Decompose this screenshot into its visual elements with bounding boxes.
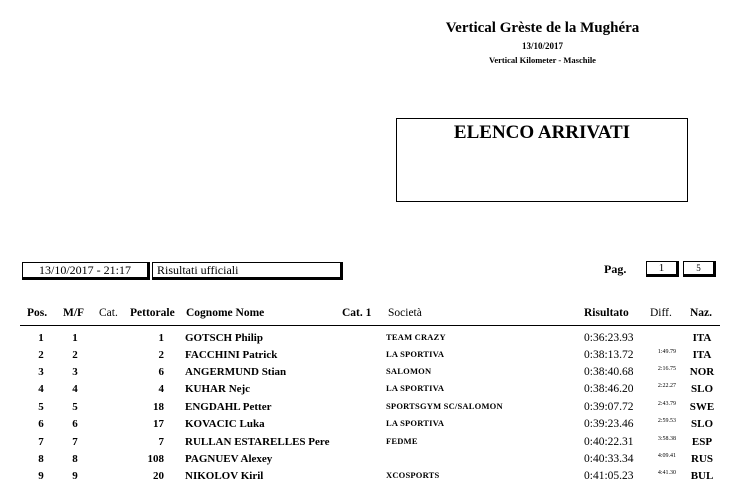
cell-result: 0:38:46.20 xyxy=(584,383,634,395)
cell-nation: NOR xyxy=(689,366,715,378)
col-header-cat: Cat. xyxy=(99,307,118,319)
cell-nation: ITA xyxy=(692,332,712,344)
col-header-mf: M/F xyxy=(63,307,85,319)
table-row xyxy=(0,383,741,400)
table-row xyxy=(0,418,741,435)
cell-result: 0:41:05.23 xyxy=(584,470,634,482)
cell-mf: 2 xyxy=(72,349,78,361)
cell-pos: 1 xyxy=(38,332,44,344)
table-row xyxy=(0,436,741,453)
event-date: 13/10/2017 xyxy=(521,41,563,51)
cell-mf: 8 xyxy=(72,453,78,465)
col-header-cat1: Cat. 1 xyxy=(342,307,372,319)
cell-pos: 6 xyxy=(38,418,44,430)
cell-bib: 1 xyxy=(158,332,164,344)
table-row xyxy=(0,470,741,487)
cell-result: 0:40:33.34 xyxy=(584,453,634,465)
cell-result: 0:36:23.93 xyxy=(584,332,634,344)
cell-mf: 4 xyxy=(72,383,78,395)
cell-club: TEAM CRAZY xyxy=(386,332,446,342)
cell-name: NIKOLOV Kiril xyxy=(185,470,264,482)
cell-diff: 4:41.30 xyxy=(657,470,676,476)
col-header-bib: Pettorale xyxy=(130,307,175,319)
cell-nation: RUS xyxy=(690,453,713,465)
cell-bib: 18 xyxy=(153,401,164,413)
cell-mf: 9 xyxy=(72,470,78,482)
cell-nation: ITA xyxy=(692,349,712,361)
cell-diff: 1:49.79 xyxy=(657,349,676,355)
cell-bib: 4 xyxy=(158,383,164,395)
cell-result: 0:38:40.68 xyxy=(584,366,634,378)
table-row xyxy=(0,401,741,418)
cell-mf: 7 xyxy=(72,436,78,448)
report-title: ELENCO ARRIVATI xyxy=(453,122,631,143)
page-label: Pag. xyxy=(604,262,627,276)
cell-bib: 6 xyxy=(158,366,164,378)
cell-club: SPORTSGYM SC/SALOMON xyxy=(386,401,503,411)
cell-diff: 2:59.53 xyxy=(657,418,676,424)
cell-pos: 7 xyxy=(38,436,44,448)
cell-name: ANGERMUND Stian xyxy=(185,366,287,378)
cell-mf: 1 xyxy=(72,332,78,344)
table-row xyxy=(0,349,741,366)
cell-club: FEDME xyxy=(386,436,418,446)
cell-mf: 6 xyxy=(72,418,78,430)
event-title: Vertical Grèste de la Mughéra xyxy=(445,20,640,36)
cell-result: 0:40:22.31 xyxy=(584,436,634,448)
cell-bib: 17 xyxy=(153,418,164,430)
col-header-result: Risultato xyxy=(584,307,629,319)
cell-result: 0:38:13.72 xyxy=(584,349,634,361)
cell-name: ENGDAHL Petter xyxy=(185,401,272,413)
cell-nation: SWE xyxy=(689,401,715,413)
cell-pos: 3 xyxy=(38,366,44,378)
col-header-diff: Diff. xyxy=(650,307,672,319)
cell-name: GOTSCH Philip xyxy=(185,332,263,344)
cell-club: LA SPORTIVA xyxy=(386,383,445,393)
cell-mf: 5 xyxy=(72,401,78,413)
cell-bib: 20 xyxy=(153,470,164,482)
race-category: Vertical Kilometer - Maschile xyxy=(489,55,596,65)
col-header-name: Cognome Nome xyxy=(186,307,265,319)
cell-diff: 2:22.27 xyxy=(657,383,676,389)
cell-pos: 5 xyxy=(38,401,44,413)
cell-pos: 2 xyxy=(38,349,44,361)
timestamp-box: 13/10/2017 - 21:17 xyxy=(22,262,150,280)
cell-nation: SLO xyxy=(690,418,713,430)
cell-nation: BUL xyxy=(690,470,714,482)
cell-name: KOVACIC Luka xyxy=(185,418,265,430)
cell-mf: 3 xyxy=(72,366,78,378)
col-header-club: Società xyxy=(388,307,422,319)
cell-club: SALOMON xyxy=(386,366,432,376)
total-pages-box: 5 xyxy=(683,261,716,277)
cell-diff: 4:09.41 xyxy=(657,453,676,459)
cell-diff: 2:16.75 xyxy=(657,366,676,372)
cell-bib: 108 xyxy=(147,453,164,465)
cell-pos: 4 xyxy=(38,383,44,395)
table-row xyxy=(0,332,741,349)
cell-club: XCOSPORTS xyxy=(386,470,440,480)
cell-nation: SLO xyxy=(690,383,713,395)
cell-bib: 2 xyxy=(158,349,164,361)
status-box: Risultati ufficiali xyxy=(152,262,343,280)
table-row xyxy=(0,366,741,383)
col-header-nation: Naz. xyxy=(690,307,713,319)
cell-club: LA SPORTIVA xyxy=(386,349,445,359)
cell-pos: 9 xyxy=(38,470,44,482)
header-divider xyxy=(20,325,720,326)
report-title-box xyxy=(396,118,688,202)
cell-diff: 2:43.79 xyxy=(657,401,676,407)
cell-name: PAGNUEV Alexey xyxy=(185,453,273,465)
cell-result: 0:39:23.46 xyxy=(584,418,634,430)
current-page-box: 1 xyxy=(646,261,679,277)
cell-name: RULLAN ESTARELLES Pere xyxy=(185,436,330,448)
cell-pos: 8 xyxy=(38,453,44,465)
cell-bib: 7 xyxy=(158,436,164,448)
cell-diff: 3:58.38 xyxy=(657,436,676,442)
col-header-pos: Pos. xyxy=(27,307,48,319)
table-row xyxy=(0,453,741,470)
cell-name: KUHAR Nejc xyxy=(185,383,251,395)
cell-nation: ESP xyxy=(691,436,713,448)
cell-name: FACCHINI Patrick xyxy=(185,349,278,361)
cell-result: 0:39:07.72 xyxy=(584,401,634,413)
cell-club: LA SPORTIVA xyxy=(386,418,445,428)
